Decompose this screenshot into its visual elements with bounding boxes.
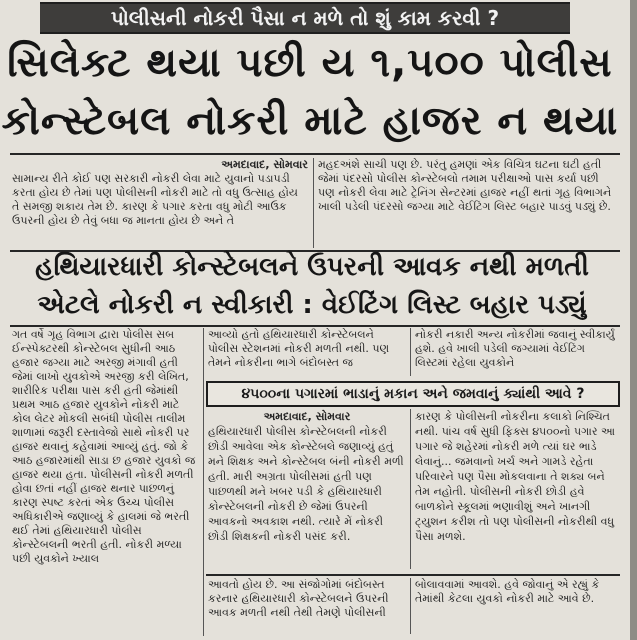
boxed-left-text: હથિયારધારી પોલીસ કોન્સ્ટેબલની નોકરી છોડી આવેલા એક કોન્સ્ટેબલે જણાવ્યું હતું મને શિક્ષક અને કોન્સ્ટેબલ બંની નોકરી મળી હતી. મારી અગ્રતા પોલીસમાં હતી પણ પાછળથી મને ખબર પડી કે હથિયારધારી કોન્સ્ટેબલની નોકરી છે જેમાં ઉપરની આવકનો અવકાશ નથી. ત્યારે મેં નોકરી છોડી શિક્ષકની નોકરી પસંદ કરી. [208,425,404,543]
bottom-column-2-text: આવતો હોય છે. આ સંજોગોમાં બંદોબસ્ત કરનાર હથિયારધારી કોન્સ્ટેબલને ઉપરની આવક મળતી નથી તેથી તેમણે પોલીસની [208,578,389,619]
page-edge-shadow [630,0,637,640]
boxed-right-column [415,409,618,571]
body-divider [10,325,620,327]
body-column-rule-1 [203,328,204,636]
bottom-column-rule [410,578,411,634]
intro-column-rule [313,158,314,248]
box-bottom-divider [206,574,620,576]
boxed-left-column [208,409,406,571]
body-column-1-text: ગત વર્ષે ગૃહ વિભાગ દ્વારા પોલીસ સબ ઈન્સ્પેક્ટરથી કોન્સ્ટેબલ સુધીની આઠ હજાર જગ્યા માટે અરજી મંગાવી હતી જેમાં લાખો યુવકોએ અરજી કરી લેખિત, શારીરિક પરીક્ષા પાસ કરી હતી જેમાંથી પ્રથમ આઠ હજાર યુવકોને નોકરી માટે કોલ લેટર મોકલી સબંધી પોલીસ તાલીમ શાળામાં જરૂરી દસ્તાવેજો સાથે નોકરી પર હાજર થવાનું કહેવામાં આવ્યું હતું. જો કે આઠ હજારમાંથી સાડા છ હજાર યુવકો જ હાજર થયા હતા. પોલીસની નોકરી મળતી હોવા છતાં નહીં હાજર થનાર પાછળનું કારણ સ્પષ્ટ કરતાં એક ઉચ્ચ પોલીસ અધિકારીએ જણાવ્યું કે હાલમાં જે ભરતી થઈ તેમાં હથિયારધારી પોલીસ કોન્સ્ટેબલની ભરતી હતી. નોકરી મળ્યા પછી યુવકોને ખ્યાલ [12,328,196,565]
headline-line-1: સિલેક્ટ થયા પછી ય ૧,૫૦૦ પોલીસ [7,40,613,86]
headline-line-2: કોન્સ્ટેબલ નોકરી માટે હાજર ન થયા [1,98,619,144]
boxed-right-text: કારણ કે પોલીસની નોકરીના કલાકો નિશ્ચિત નથી. પાંચ વર્ષ સુધી ફિક્સ ૪૫૦૦નો પગાર આ પગાર જે શહેરમાં નોકરી મળે ત્યાં ઘર ભાડે લેવાનું... જમવાનો ખર્ચ અને ગામડે રહેતા પરિવારને પણ પૈસા મોકલવાના તે શક્ય બને તેમ નહોતી. પોલીસની નોકરી છોડી હવે બાળકોને સ્કૂલમાં ભણાવીશું અને ખાનગી ટ્યુશન કરીશ તો પણ પોલીસની નોકરીથી વધુ પૈસા મળશે. [415,410,616,543]
bottom-column-2 [208,578,406,636]
subhead-line-2: એટલે નોકરી ન સ્વીકારી : વેઈટિંગ લિસ્ટ બહાર પડ્યું [37,290,587,320]
headline-divider [10,153,620,155]
intro-left-text: સામાન્ય રીતે કોઈ પણ સરકારી નોકરી લેવા માટે યુવાનો પડાપડી કરતા હોય છે તેમાં પણ પોલીસની નોકરી માટે તો વધુ ઉત્સાહ હોય તે સમજી શકાય તેમ છે. કારણ કે પગાર કરતા વધુ મોટી આઉક ઉપરની હોય છે તેવું બધા જ માનતા હોય છે અને તે [12,172,298,227]
body-column-3 [415,328,618,378]
intro-right-text: મહદઅંશે સાચી પણ છે. પરંતુ હમણાં એક વિચિત્ર ઘટના ઘટી હતી જેમાં પંદરસો પોલીસ કોન્સ્ટેબલો તમામ પરીક્ષાઓ પાસ કર્યા પછી પણ નોકરી લેવા માટે ટ્રેનિંગ સેન્ટરમાં હાજર નહીં થતાં ગૃહ વિભાગને ખાલી પડેલી પંદરસો જગ્યા માટે વેઈટિંગ લિસ્ટ બહાર પાડવું પડ્યું છે. [318,158,612,213]
top-banner-text: પોલીસની નોકરી પૈસા ન મળે તો શું કામ કરવી ? [110,6,500,30]
intro-dateline: અમદાવાદ, સોમવાર [221,158,308,171]
bottom-column-3 [415,578,618,636]
top-banner [40,2,570,34]
boxed-column-rule [410,409,411,569]
body-column-rule-2 [410,328,411,376]
body-column-2-text: આવ્યો હતો હથિયારધારી કોન્સ્ટેબલને પોલીસ સ્ટેશનમાં નોકરી મળતી નથી. પણ તેમને નોકરીના ભાગે બંદોબસ્ત જ [208,328,390,369]
bottom-column-3-text: બોલાવવામાં આવશે. હવે જોવાનું એ રહ્યું કે તેમાંથી કેટલા યુવકો નોકરી માટે આવે છે. [415,578,600,605]
boxed-heading: ૪૫૦૦ના પગારમાં ભાડાનું મકાન અને જમવાનું ક્યાંથી આવે ? [206,381,620,407]
body-column-1 [12,328,200,638]
boxed-dateline: અમદાવાદ, સોમવાર [263,410,351,423]
intro-left-column [12,158,308,250]
intro-right-column [318,158,618,250]
subhead-line-1: હથિયારધારી કોન્સ્ટેબલને ઉપરની આવક નથી મળતી [35,252,589,282]
body-column-3-text: નોકરી નકારી અન્ય નોકરીમાં જવાનું સ્વીકાર્યું હશે. હવે ખાલી પડેલી જગ્યામાં વેઈટિંગ લિસ્ટમાં રહેલા યુવકોને [415,328,615,369]
body-column-2 [208,328,406,378]
